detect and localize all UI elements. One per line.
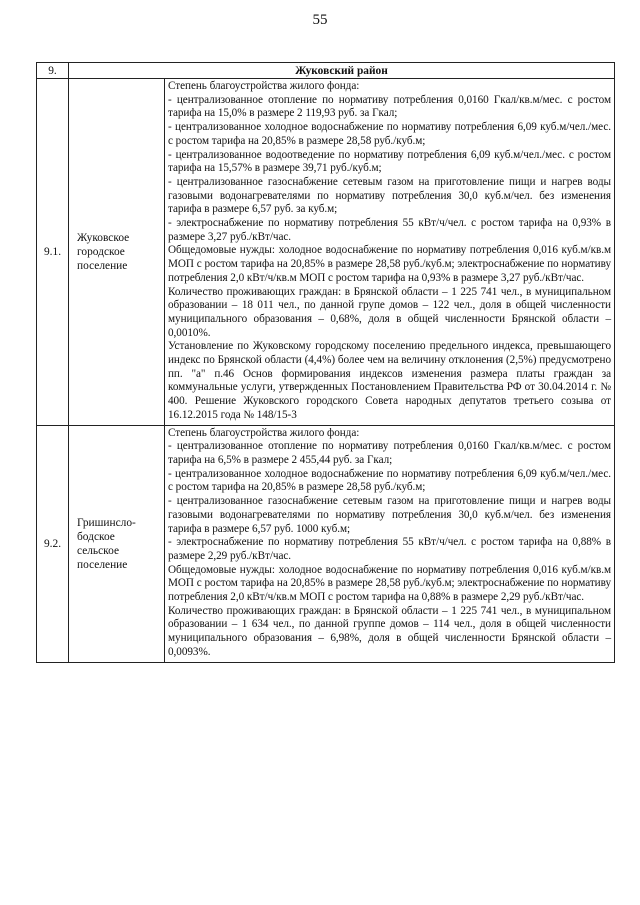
paragraph: Общедомовые нужды: холодное водоснабжение по нормативу потребления 0,016 куб.м/кв.м МОП с ростом тарифа на 20,85% в размере 28,58 руб./куб.м; электроснабжение по нормативу потребления 2,0 кВт/ч/кв.м МОП с ростом тарифа на 0,88% в размере 2,29 руб./кВт/час. <box>168 563 611 604</box>
paragraph: Степень благоустройства жилого фонда: <box>168 426 360 439</box>
paragraph: - электроснабжение по нормативу потребления 55 кВт/ч/чел. с ростом тарифа на 0,88% в размере 2,29 руб./кВт/час. <box>168 536 611 562</box>
settlement-name-line: сельское <box>77 544 120 557</box>
table-row <box>37 79 615 426</box>
region-title: Жуковский район <box>69 63 615 79</box>
paragraph: Общедомовые нужды: холодное водоснабжение по нормативу потребления 0,016 куб.м/кв.м МОП с ростом тарифа на 20,85% в размере 28,58 руб./куб.м; электроснабжение по нормативу потребления 2,0 кВт/ч/кв.м МОП с ростом тарифа на 0,93% в размере 3,27 руб./кВт/час. <box>168 244 611 284</box>
paragraph: - централизованное холодное водоснабжение по нормативу потребления 6,09 куб.м/чел./мес. с ростом тарифа на 20,85% в размере 28,58 руб./куб.м; <box>168 467 611 494</box>
settlement-description <box>165 425 615 662</box>
settlement-name <box>69 79 165 426</box>
paragraph: - централизованное газоснабжение сетевым газом на приготовление пищи и нагрев воды газовыми водонагревателями по нормативу потребления 30,0 куб.м/чел. без изменения тарифа в размере 6,57 руб. 1000 куб.м; <box>168 495 611 535</box>
row-number: 9.1. <box>37 79 69 426</box>
page-number: 55 <box>312 12 328 28</box>
paragraph: Степень благоустройства жилого фонда: <box>168 80 360 92</box>
paragraph: - централизованное газоснабжение сетевым газом на приготовление пищи и нагрев воды газовыми водонагревателями по нормативу потребления 30,0 куб.м/чел. без изменения тарифа в размере 6,57 руб. за куб.м; <box>168 175 611 216</box>
paragraph: - централизованное холодное водоснабжение по нормативу потребления 6,09 куб.м/чел./мес. с ростом тарифа на 20,85% в размере 28,58 руб./куб.м; <box>168 121 611 147</box>
row-number: 9.2. <box>37 425 69 662</box>
settlement-name <box>69 425 165 662</box>
paragraph: Количество проживающих граждан: в Брянской области – 1 225 741 чел., в муниципальном образовании – 1 634 чел., по данной группе домов – 114 чел., доля в общей численности муниципального образования – 6,98%, доля в общей численности Брянской области – 0,0093%. <box>168 604 611 658</box>
settlement-name-line: поселение <box>77 558 128 571</box>
settlement-name-line: бодское <box>77 530 115 543</box>
header-number: 9. <box>37 63 69 79</box>
tariff-table <box>36 62 615 663</box>
settlement-name-line: городское <box>77 245 125 258</box>
paragraph: - централизованное отопление по нормативу потребления 0,0160 Гкал/кв.м/мес. с ростом тарифа на 15,0% в размере 2 119,93 руб. за Гкал; <box>168 93 611 120</box>
paragraph: - централизованное отопление по нормативу потребления 0,0160 Гкал/кв.м/мес. с ростом тарифа на 6,5% в размере 2 455,44 руб. за Гкал; <box>168 440 611 466</box>
settlement-name-line: Жуковское <box>77 231 130 244</box>
table-row <box>37 425 615 662</box>
settlement-name-line: поселение <box>77 259 128 272</box>
settlement-description <box>165 79 615 426</box>
settlement-name-line: Гришинсло- <box>77 516 136 529</box>
paragraph: Количество проживающих граждан: в Брянской области – 1 225 741 чел., в муниципальном образовании – 18 011 чел., по данной групе домов – 122 чел., доля в общей численности муниципального образования – 0,68%, доля в общей численности Брянской области – 0,0010%. <box>168 285 611 339</box>
paragraph: Установление по Жуковскому городскому поселению предельного индекса, превышающего индекс по Брянской области (4,4%) более чем на величину отклонения (2,5%) предусмотрено пп. "а" п.46 Основ формирования индексов изменения размера платы граждан за коммунальные услуги, утвержденных Постановлением Правительства РФ от 30.04.2014 г. № 400. Решение Жуковского городского Совета народных депутатов третьего созыва от 16.12.2015 года № 148/15-3 <box>168 340 611 421</box>
paragraph: - электроснабжение по нормативу потребления 55 кВт/ч/чел. с ростом тарифа на 0,93% в размере 3,27 руб./кВт/час. <box>168 217 611 243</box>
header-row <box>37 63 615 79</box>
paragraph: - централизованное водоотведение по нормативу потребления 6,09 куб.м/чел./мес. с ростом тарифа на 15,57% в размере 39,71 руб./куб.м; <box>168 148 611 175</box>
